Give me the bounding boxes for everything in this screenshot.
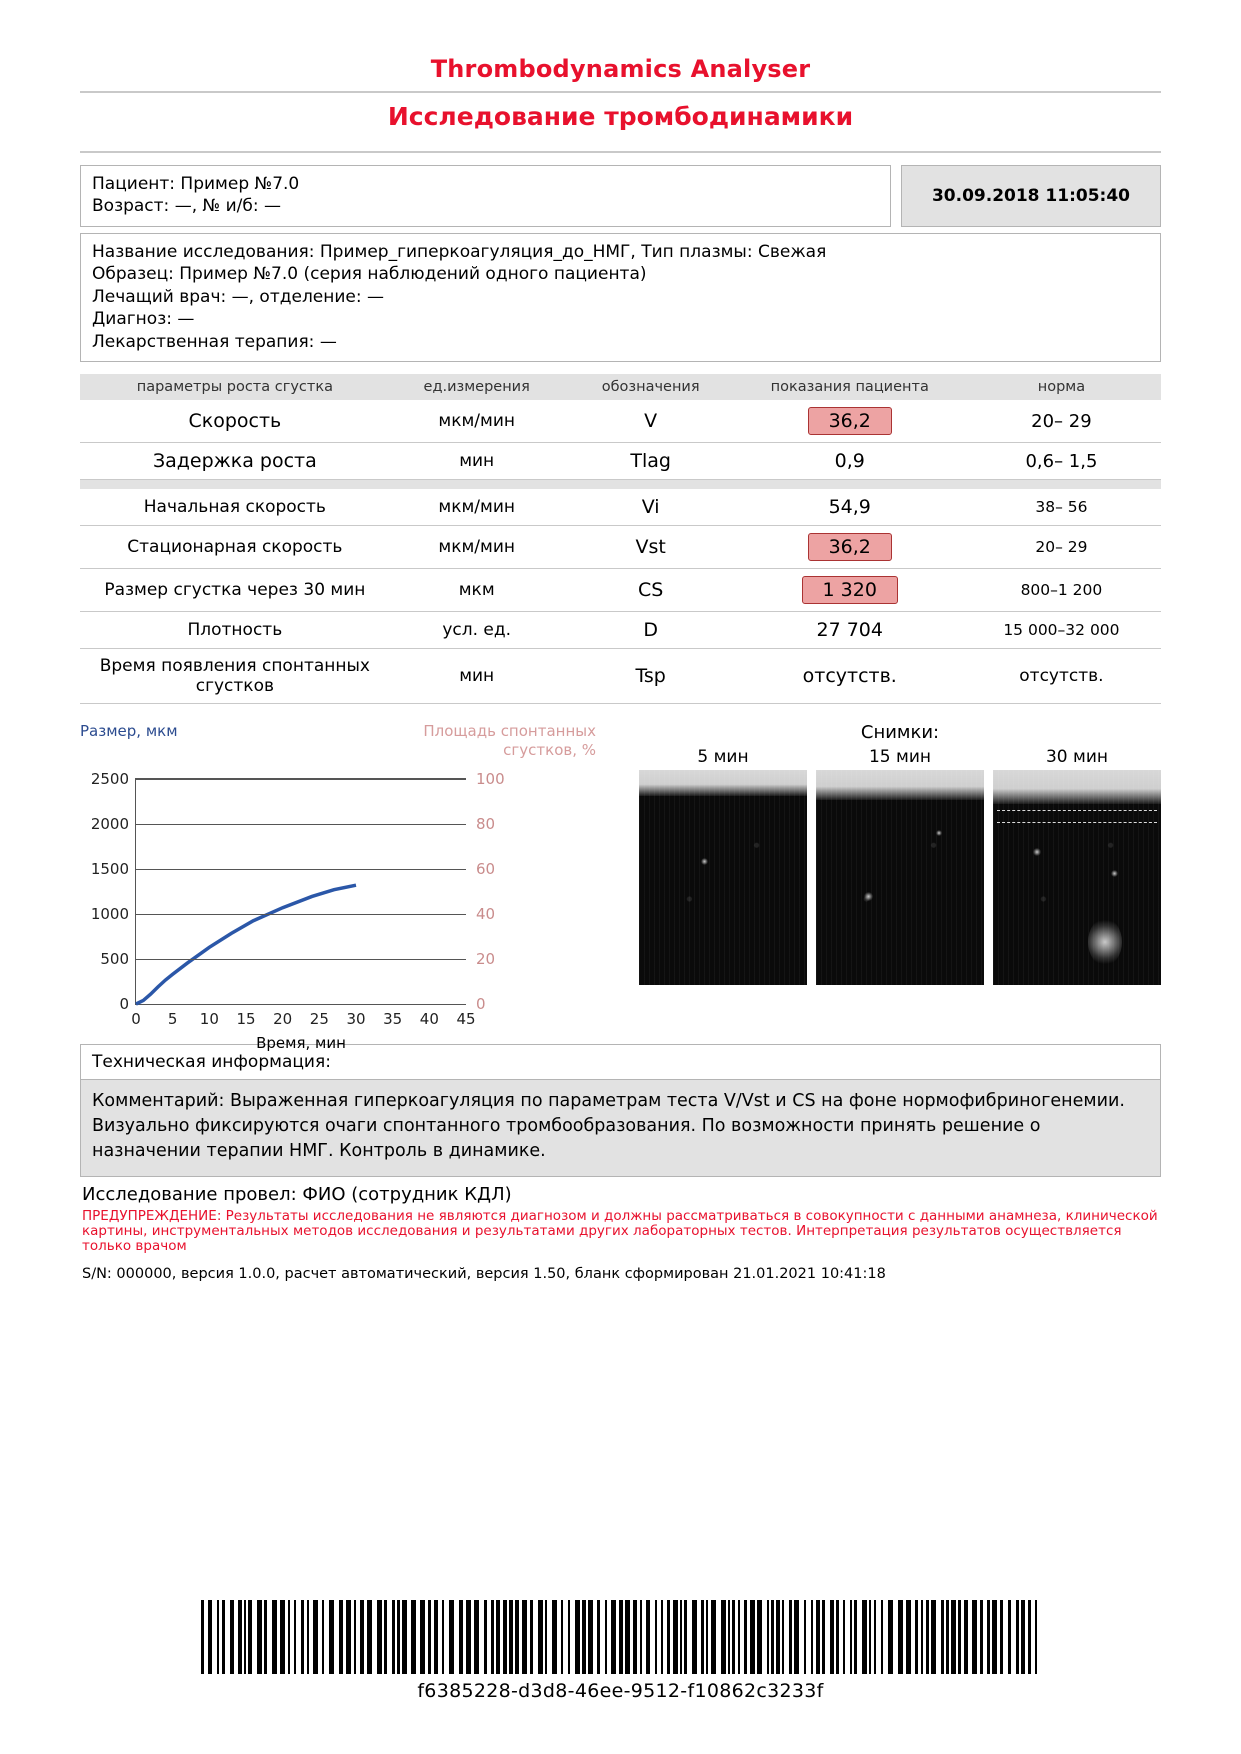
table-row	[80, 569, 1161, 612]
chart-gridline	[136, 959, 466, 960]
row-unit: мин	[390, 443, 564, 480]
row-name: Размер сгустка через 30 мин	[80, 569, 390, 612]
row-value-highlight: 36,2	[808, 407, 892, 435]
chart-ytick-left: 1500	[90, 859, 129, 878]
chart-xtick: 15	[236, 1009, 256, 1028]
chart-gridline	[136, 869, 466, 870]
chart-xlabel: Время, мин	[256, 1033, 346, 1052]
chart-xtick: 35	[383, 1009, 403, 1028]
snapshot-image	[816, 770, 984, 985]
table-row	[80, 526, 1161, 569]
serial-info: S/N: 000000, версия 1.0.0, расчет автоматический, версия 1.50, бланк сформирован 21.01.2021 10:41:18	[82, 1266, 886, 1283]
th-parameter: параметры роста сгустка	[80, 374, 390, 400]
growth-chart	[80, 722, 621, 1052]
row-value-highlight: 1 320	[802, 576, 898, 604]
therapy: Лекарственная терапия: —	[92, 331, 337, 352]
th-value: показания пациента	[738, 374, 962, 400]
row-norm: 800–1 200	[962, 569, 1161, 612]
warning-text: ПРЕДУПРЕЖДЕНИЕ: Результаты исследования не являются диагнозом и должны рассматриваться в совокупности с данными анамнеза, клинической картины, инструментальных методов исследования и результатами других лабораторных тестов. Интерпретация результатов осуществляется только врачом	[82, 1207, 1158, 1254]
chart-ytick-right: 60	[476, 859, 496, 878]
row-symbol: CS	[564, 569, 738, 612]
table-row	[80, 443, 1161, 480]
chart-xtick: 40	[419, 1009, 439, 1028]
table-row	[80, 489, 1161, 526]
row-value: отсутств.	[738, 649, 962, 704]
table-row	[80, 612, 1161, 649]
row-symbol: Tlag	[564, 443, 738, 480]
row-name: Время появления спонтанных сгустков	[80, 649, 390, 704]
row-unit: усл. ед.	[390, 612, 564, 649]
chart-ytick-left: 0	[119, 994, 129, 1013]
study-name: Название исследования: Пример_гиперкоагуляция_до_НМГ, Тип плазмы: Свежая	[92, 241, 827, 262]
study-box	[80, 233, 1161, 362]
row-norm: 20– 29	[962, 400, 1161, 443]
row-symbol: Vst	[564, 526, 738, 569]
chart-xtick: 10	[199, 1009, 219, 1028]
row-symbol: Vi	[564, 489, 738, 526]
row-unit: мкм/мин	[390, 526, 564, 569]
row-norm: 20– 29	[962, 526, 1161, 569]
snapshot-caption: 5 мин	[697, 747, 749, 768]
row-value: 54,9	[738, 489, 962, 526]
chart-ytick-right: 20	[476, 949, 496, 968]
row-symbol: D	[564, 612, 738, 649]
patient-header	[80, 165, 1161, 227]
row-name: Начальная скорость	[80, 489, 390, 526]
chart-xtick: 20	[273, 1009, 293, 1028]
snapshots-title: Снимки:	[860, 722, 940, 744]
snapshot-image	[639, 770, 807, 985]
th-unit: ед.измерения	[390, 374, 564, 400]
chart-plot-area	[90, 769, 505, 1052]
row-value: 27 704	[738, 612, 962, 649]
chart-gridline	[136, 914, 466, 915]
snapshots-panel	[621, 722, 1161, 1018]
chart-ytick-right: 80	[476, 814, 496, 833]
row-unit: мкм	[390, 569, 564, 612]
row-norm: отсутств.	[962, 649, 1161, 704]
performer-line: Исследование провел: ФИО (сотрудник КДЛ)	[82, 1183, 512, 1205]
barcode-block	[0, 1590, 1241, 1702]
snapshot-caption: 15 мин	[868, 747, 932, 768]
snapshot-image	[993, 770, 1161, 985]
row-name: Плотность	[80, 612, 390, 649]
chart-xtick: 5	[167, 1009, 178, 1028]
row-unit: мкм/мин	[390, 400, 564, 443]
snapshot-30min	[993, 747, 1161, 985]
chart-ytick-left: 2500	[90, 769, 129, 788]
chart-ytick-left: 1000	[90, 904, 129, 923]
patient-age: Возраст: —, № и/б: —	[92, 196, 281, 217]
comment-box: Комментарий: Выраженная гиперкоагуляция по параметрам теста V/Vst и CS на фоне нормофибриногенемии. Визуально фиксируются очаги спонтанного тромбообразования. По возможности принять решение о назначении терапии НМГ. Контроль в динамике.	[80, 1080, 1161, 1177]
table-spacer	[80, 480, 1161, 490]
row-value	[738, 400, 962, 443]
chart-and-images	[80, 722, 1161, 1052]
row-norm: 0,6– 1,5	[962, 443, 1161, 480]
chart-ytick-right: 100	[476, 769, 505, 788]
diagnosis: Диагноз: —	[92, 309, 195, 330]
row-symbol: Tsp	[564, 649, 738, 704]
chart-ytick-left: 500	[100, 949, 129, 968]
row-norm: 38– 56	[962, 489, 1161, 526]
sample-name: Образец: Пример №7.0 (серия наблюдений одного пациента)	[92, 264, 647, 285]
chart-series-path	[136, 779, 466, 1004]
barcode-text: f6385228-d3d8-46ee-9512-f10862c3233f	[417, 1680, 824, 1702]
parameters-table	[80, 374, 1161, 704]
row-value-highlight: 36,2	[808, 533, 892, 561]
barcode-image	[201, 1600, 1041, 1674]
row-value	[738, 526, 962, 569]
row-name: Стационарная скорость	[80, 526, 390, 569]
chart-xtick: 25	[309, 1009, 329, 1028]
snapshot-caption: 30 мин	[1045, 747, 1109, 768]
chart-gridline	[136, 779, 466, 780]
chart-ylabel-left: Размер, мкм	[80, 722, 178, 741]
brand-title: Thrombodynamics Analyser	[430, 55, 811, 83]
chart-ylabel-right: Площадь спонтанных сгустков, %	[423, 722, 596, 759]
chart-ytick-left: 2000	[90, 814, 129, 833]
chart-xtick: 0	[131, 1009, 141, 1028]
table-header-row	[80, 374, 1161, 400]
patient-name: Пациент: Пример №7.0	[92, 174, 300, 194]
row-name: Скорость	[80, 400, 390, 443]
row-unit: мин	[390, 649, 564, 704]
th-symbol: обозначения	[564, 374, 738, 400]
row-value: 0,9	[738, 443, 962, 480]
table-row	[80, 649, 1161, 704]
chart-xtick: 30	[346, 1009, 366, 1028]
chart-xtick: 45	[456, 1009, 476, 1028]
row-value	[738, 569, 962, 612]
chart-ytick-right: 0	[476, 994, 486, 1013]
page-title: Исследование тромбодинамики	[387, 102, 854, 131]
chart-gridline	[136, 824, 466, 825]
snapshot-15min	[816, 747, 984, 985]
row-symbol: V	[564, 400, 738, 443]
patient-box	[80, 165, 891, 227]
th-norm: норма	[962, 374, 1161, 400]
chart-ytick-right: 40	[476, 904, 496, 923]
row-norm: 15 000–32 000	[962, 612, 1161, 649]
technical-info-box: Техническая информация:	[80, 1044, 1161, 1080]
row-name: Задержка роста	[80, 443, 390, 480]
report-datetime: 30.09.2018 11:05:40	[901, 165, 1161, 227]
snapshot-5min	[639, 747, 807, 985]
row-unit: мкм/мин	[390, 489, 564, 526]
table-row	[80, 400, 1161, 443]
doctor: Лечащий врач: —, отделение: —	[92, 286, 385, 307]
